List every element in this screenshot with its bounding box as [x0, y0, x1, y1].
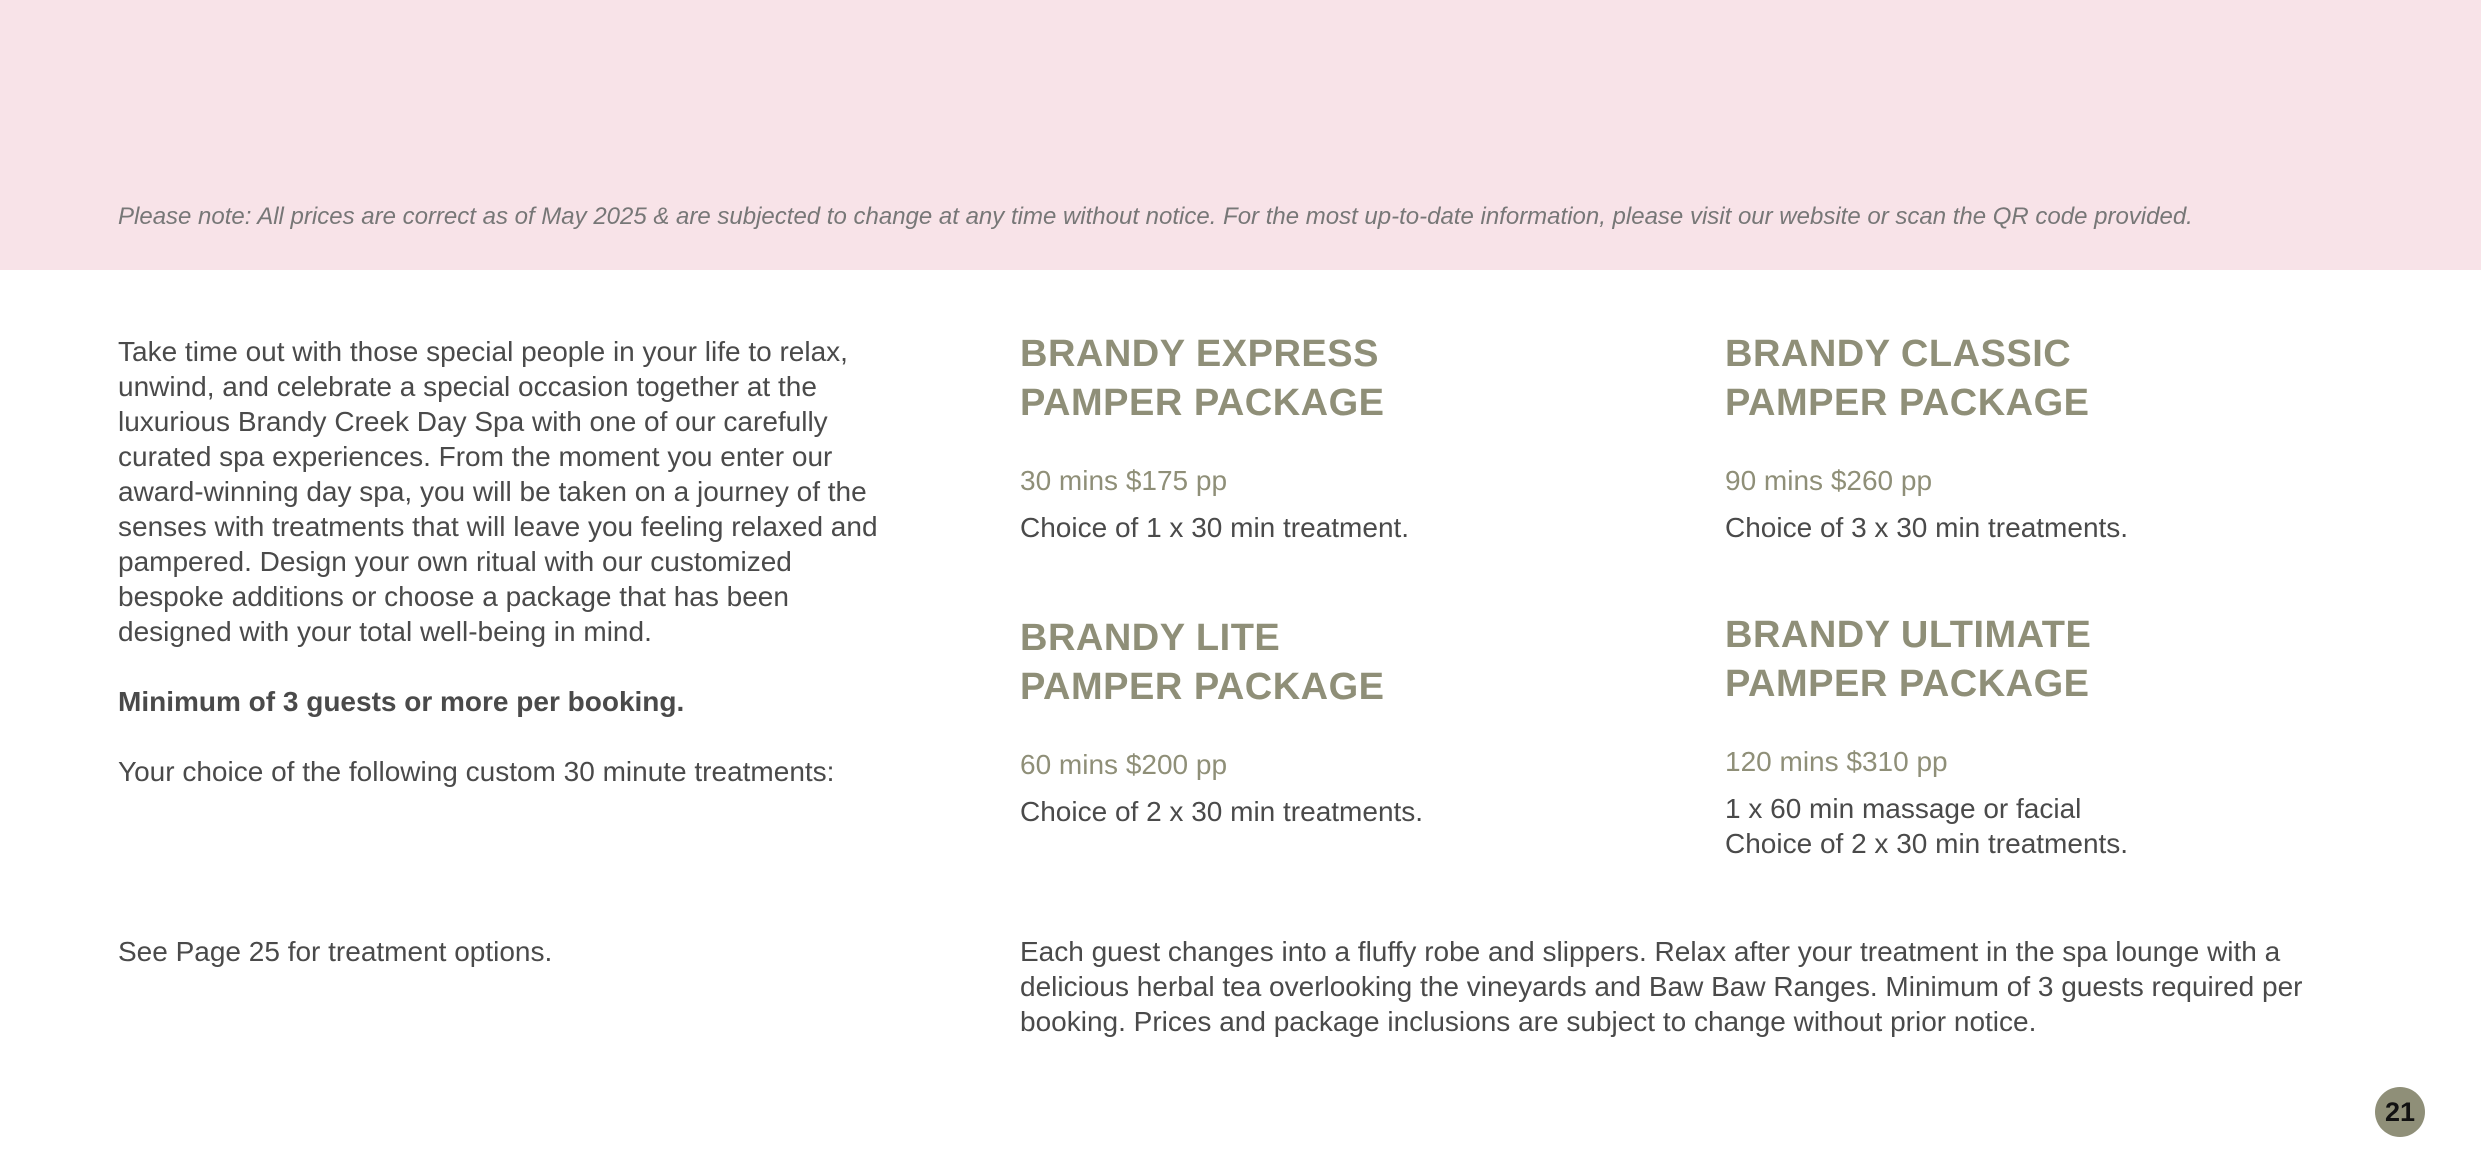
package-description	[1020, 794, 1640, 829]
treatment-choice-text: Your choice of the following custom 30 minute treatments:	[118, 756, 835, 787]
package-description-line: Choice of 1 x 30 min treatment.	[1020, 512, 1410, 543]
package-title	[1725, 330, 2345, 428]
minimum-guests-notice: Minimum of 3 guests or more per booking.	[118, 686, 685, 717]
package-description-line: 1 x 60 min massage or facial	[1725, 793, 2082, 824]
package-title	[1020, 614, 1640, 712]
page-number-badge: 21	[2375, 1087, 2425, 1137]
package-title-line: BRANDY ULTIMATE	[1725, 614, 2092, 656]
package-description	[1725, 791, 2345, 861]
package-title-line: BRANDY EXPRESS	[1020, 333, 1379, 375]
package-description-line: Choice of 2 x 30 min treatments.	[1020, 796, 1424, 827]
package-title-line: PAMPER PACKAGE	[1725, 663, 2090, 705]
package-title	[1725, 611, 2345, 709]
package-description-line: Choice of 3 x 30 min treatments.	[1725, 512, 2129, 543]
package-title-line: PAMPER PACKAGE	[1725, 382, 2090, 424]
package-title-line: BRANDY CLASSIC	[1725, 333, 2072, 375]
package-description	[1725, 510, 2345, 545]
package-description	[1020, 510, 1640, 545]
package-classic	[1725, 330, 2345, 545]
package-title	[1020, 330, 1640, 428]
package-ultimate	[1725, 611, 2345, 861]
see-page-reference: See Page 25 for treatment options.	[118, 936, 553, 967]
package-price: 30 mins $175 pp	[1020, 465, 1228, 496]
package-price: 60 mins $200 pp	[1020, 749, 1228, 780]
package-title-line: PAMPER PACKAGE	[1020, 382, 1385, 424]
guest-info-paragraph: Each guest changes into a fluffy robe and slippers. Relax after your treatment in the spa lounge with a delicious herbal tea overlooking the vineyards and Baw Baw Ranges. Minimum of 3 guests required per booking. Prices and package inclusions are subject to change without prior notice.	[1020, 936, 2303, 1037]
package-price: 120 mins $310 pp	[1725, 746, 1948, 777]
price-disclaimer: Please note: All prices are correct as of May 2025 & are subjected to change at any time without notice. For the most up-to-date information, please visit our website or scan the QR code provided.	[118, 203, 2193, 230]
package-price: 90 mins $260 pp	[1725, 465, 1933, 496]
package-title-line: PAMPER PACKAGE	[1020, 666, 1385, 708]
intro-paragraph: Take time out with those special people in your life to relax, unwind, and celebrate a special occasion together at the luxurious Brandy Creek Day Spa with one of our carefully curated spa experiences. From the moment you enter our award-winning day spa, you will be taken on a journey of the senses with treatments that will leave you feeling relaxed and pampered. Design your own ritual with our customized bespoke additions or choose a package that has been designed with your total well-being in mind.	[118, 336, 878, 647]
intro-section	[118, 334, 878, 789]
package-lite	[1020, 614, 1640, 829]
package-title-line: BRANDY LITE	[1020, 617, 1281, 659]
package-express	[1020, 330, 1640, 545]
package-description-line: Choice of 2 x 30 min treatments.	[1725, 828, 2129, 859]
